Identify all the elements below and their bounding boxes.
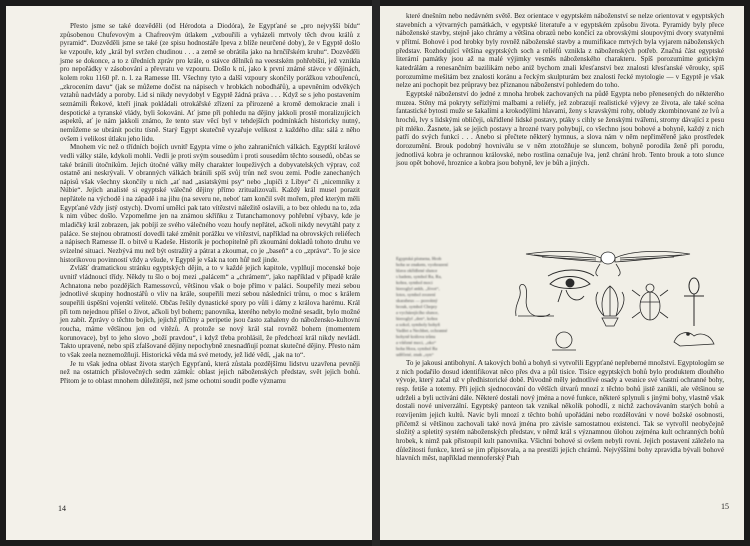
page-number: 15 bbox=[721, 502, 729, 511]
caption-line: lotos, symbol zrození bbox=[396, 292, 436, 297]
caption-line: boha se znakem, vyobrazení bbox=[396, 262, 449, 267]
caption-line: hieroglyf ankh, „život“, bbox=[396, 286, 440, 291]
left-page-text bbox=[60, 22, 360, 386]
egyptian-symbols-illustration bbox=[504, 246, 726, 356]
right-page-text-bottom bbox=[396, 359, 724, 463]
scarab-beetle-icon bbox=[632, 284, 668, 320]
cobra-icon bbox=[516, 284, 554, 316]
caption-line: kobra, symbol moci bbox=[396, 280, 433, 285]
left-page bbox=[6, 6, 372, 540]
caption-line: a vítězné moci, „oko“ bbox=[396, 340, 437, 345]
paragraph: Je tu však jedna oblast života starých Egypťanů, která zůstala pozdějšímu lidstvu uzavřena pevněji než na ostatních příslovečných sedm zámků: oblast jejich náboženských představ, svět jejich bohů. Přitom je to oblast mnohem důležitější, než jsme ochotni soudit podle významu bbox=[60, 359, 360, 385]
eye-of-horus-icon bbox=[548, 270, 594, 302]
caption-line: Egyptská písmena, Hrob bbox=[396, 256, 442, 261]
figure-caption bbox=[396, 256, 488, 357]
caption-line: hieroglyf „den“, kobra bbox=[396, 316, 438, 321]
book-gutter bbox=[372, 0, 380, 546]
caption-line: a sokol, symboly bohyň bbox=[396, 322, 440, 327]
caption-line: a vycházejícího slunce, bbox=[396, 310, 439, 315]
paragraph: To je jakousi antibohyní. A takových bohů a bohyň si vytvořili Egypťané nepřeberné množství. Egyptologům se z nich podařilo dosud identifikovat něco přes dva a půl tisíce. Tisíce egyptských bohů bylo produktem dlouhého vývoje, který začal už v předhistorické době. Původně měly jednotlivé osady a vesnice své vlastní ochranné bohy, resp. fetiše a totemy. Při jejich sjednocování do větších útvarů mnozí z těchto bohů jistě zanikli, ale většinou se udrželi a byli uctíváni dále. Některé dostali nový jména a nové funkce, některé splynuli s jinými bohy, vlastně však dostali nové univerzální. Egyptský panteon tak vznikal několik pohodlí, z nichž zachovávaním starých bohů a rozvíjením jejich kultů. Navíc byli mnozí z těchto bohů upořádáni nebo rozdělováni v nové božské osobnosti, přičemž si většinou zachovali také nová jména pro závisle samostatnou existenci. Tak se vytvořil neobyčejně složitý a spletitý systém náboženských představ, v němž král s významnou úlohou zejména kult ochranných bohů hrobek, k nimž pak přistoupil kult panovníka. Všichni bohové si ovšem nebyli rovni. Jejich postavení záleželo na důležitosti funkce, která se jim připisovala, a na prestiži jejích chrámů. Nejvýššími bohy zpravidla bývali bohové hlavních měst, například mennoferský Ptah bbox=[396, 359, 724, 463]
paragraph: Přesto jsme se také dozvěděli (od Hérodota a Diodóra), že Egypťané se „pro nejvyšší bídu“ způsobenou Chufevovým a Chafreovým útlakem „vzbouřili a vyházeli mrtvoly těch dvou králů z pyramid“. Dozvěděli jsme se také (ze spisu hodnostáře Ipeva z blíže neurčené doby), že v Egyptě došlo ke vzpouře, kdy „král byl svržen chudinou . . . a země se obrátila jako na hrnčířském kruhu“. Dozvěděli jsme se dokonce, a to z úředních zpráv pro krále, o stávce dělníků na veestském pohřebišti, jež vznikla pro nepořádky v zásobování a převratu ve vzpouru. Došlo k ní, jako k první známé stávce v dějinách, kolem roku 1160 př. n. l. za Ramesse III. Všechny tyto a další vzpoury skončily porážkou vzbouřenců, „zkrocením davu“ (jak se můžeme dočíst na nápisech v hrobkách nobodhářů), a upevněním odvěkých vztahů nadvlády a poroby. Lid si nikdy nevydobyl v Egyptě žádná práva . . . Když se s jeho postavením seznámili Řekové, kteří jinak pokládali otrokářské zřízení za přirozené a kromě demokracie znali i despotické a tyranské vlády, byli šokováni. Ať jsme při pohledu na dějiny jakkoli prostě moralizujících aspektů, ať je nám jakkoli známo, že tento stav věcí byl v tehdejších podmínkách historicky nutný, nemůžeme se ubránit pocitu tísně. Starý Egypt skutečně vyzařuje velikost z každého díla: sálá z něho ovšem i velikost útlaku jeho lidu. bbox=[60, 22, 360, 143]
right-page-text-top bbox=[396, 12, 724, 168]
sun-disk-icon bbox=[552, 332, 576, 350]
caption-line: bohyně králova trůnu bbox=[396, 334, 436, 339]
paragraph: které dnešním nebo nedávném světě. Bez orientace v egyptském náboženství se nelze orientovat v egyptských stavebních a výtvarných památkách, v egyptské literatuře a v egyptském způsobu života. Pyramidy byly přece náboženské stavby, stejně jako chrámy a většina obrazů nebo končící za obrovskými sloupovými dvory svatyněmi v přítmí. Bohové i pod hrobky byly rovněž náboženské stavby a mumifikace mrtvých byla vyjarem náboženských představ. Rozhodující většina egyptských soch a reliéfů vznikla z náboženských potřeb. Značná část egyptské literární památky jsou až na malé výjimky vesměs náboženského charakteru. Spíš porozumíme gotickým katedrálám a renesančním bazilikám nebo aniž bychom znali křesťanství bez znalosti křesťanské věrouky, spíš porozumíme mešitám bez znalosti koránu a řeckým skulpturám bez znalosti řecké mytologie — v Egyptě je však nelze ani pochopit bez průpravy bez přiznanou náboženství pohledem do toho. bbox=[396, 12, 724, 90]
caption-line: Vadžet a Nechbet, ochranné bbox=[396, 328, 448, 333]
paragraph: Mnohem víc než o třídních bojích uvnitř Egypta víme o jeho zahraničních válkách. Egyptští králové vedli války stále, kdykoli mohli. Vedli je proti svým sousedům i proti sousedům těchto sousedů, občas se také bránili útočníkům. Jejich útočné války měly charakter loupeživých a dobyvatelských výprav, což ostatně ani neskrývali. V obranných válkách bránili spíš svůj trůn než svou zemi. Podle zanechaných nápisů však všechny skončily u nich „ať nad „asiatskými psy“ nebo „lupiči z Libye“ či „nicemníky z Núbie“. Jejich analisté si egyptské válečné dějiny přímo zritualizovali. Každý král musel porazit nepřátele na východě i na západě i na jihu (na severu ne, neboť tam končil svět mořem, před kterým měli Egypťané vždy jistý ostych). Dvorní umělci pak tato vítězství náležitě oslavili, a to bez ohledu na to, zda k nim vůbec došlo. Vzpomeňme jen na známou skříňku z Tutanchamonovy pohřební výbavy, kde je mladičký král zobrazen, jak pobíjí ze svého válečného vozu houfy nepřátel, ačkoli nikdy nevytáhl paty z paláce. Se stejnou obratností dovedli také změnit porážku ve vítězství, například na obrovských reliéfech a nápisech Ramesse II. o bitvě u Kadeše. Historik je pochopitelně při zkoumání dokladů tohoto druhu ve svízelné situaci. Nezbývá mu než být ostražitý a pátrat a zkoumat, co je „baseň“ a co „zpráva“. To je sice historikovou povinností vždy a všude, v Egyptě je však na tom hůř než jinde. bbox=[60, 143, 360, 264]
ankh-icon bbox=[684, 278, 704, 326]
right-page bbox=[380, 6, 744, 540]
winged-sun-disk-icon bbox=[526, 251, 690, 276]
lotus-icon bbox=[596, 286, 624, 326]
page-number: 14 bbox=[58, 504, 66, 513]
caption-line: s hadem, symbol Ra, Ra, bbox=[396, 274, 442, 279]
caption-line: skarabeus — posvátný bbox=[396, 298, 438, 303]
caption-line: brouk, symbol Chepry bbox=[396, 304, 438, 309]
hieroglyph-figure bbox=[396, 246, 726, 356]
falcon-icon bbox=[674, 333, 714, 346]
paragraph: Egyptské náboženství do jedné z mnoha hrobek zachovaných na půdě Egypta nebo přenesených do některého muzea. Stěny má pokryty seřízlými malbami a reliéfy, jež zobrazují realistické výjevy ze života, ale také scéna fantastické bytosti muže se šakalími a krokodýlími hlavami, ženy s kravskými rohy, obludy zkombinované ze lvů a hrochů, lvy s lidskými obličeji, okřídlené lidské postavy, ptáky s cihly se ženskými tvářemi, stromy dávající z pesu pít mléko. Žasnete, jak se jejich postavy a hrozné tvary pohybují, co všechno jsou bohové a bohyně, každý z nich patří do svých funkcí . . . Anebo si přečtete některý hymnus, a slova nám v něm nepřiměřeně jako prostředek dorozumění. Brouk podobný hovniválu se v něm ztotožňuje se sluncem, bohyně porodila ženě při porodu, jednotlivá kobra je ochrannou královské, nebo rostlina označuje lva, jenž chrání hrob. Tento brouk a toto slunce jsou opět bohové, hroznice a kobra jsou bohyně, lev je bůh a jiných. bbox=[396, 89, 724, 168]
caption-line: boha Hora, symbol Ra bbox=[396, 346, 438, 351]
caption-line: hlava okřídlené slunce bbox=[396, 268, 438, 273]
paragraph: Zvlášť dramatickou stránku egyptských dějin, a to v každé jejich kapitole, vyplňují mocenské boje uvnitř vládnoucí třídy. Někdy tu šlo o boj mezi „palácem“ a „chrámem“, jako například v případě krále Achnatona nebo pozdějších Ramessovců, většinou však o boje přímo v paláci. Soupeřily mezi sebou jednotlivé skupiny hodnostářů o vliv na krále, soupeřili mezi sebou následníci trůnu, o moc s králem soupeřili úspěšní vojenští velitelé. Občas řešily dynastické spory po vůli i dámy z králova harému. Král při tom nejednou přišel o život, ačkoli byl bohem; panovníka, kterého nebylo možné sesadit, bylo možné jen zabít. Zprávy o těchto bojích, jejichž příčiny a peripetie jsou často zahaleny do nábožensko-kultovní roucha, máme většinou jen od vítězů. A protože se nový král stal rovněž bohem (momentem korunovace), byl to jeho slovo „boží pravdou“, i když třeba prohlásil, že předchozí král nikdy nevládl. Takto upravené, nebo spíš zfalšované dějiny nepochybně znesnadňují poznat skutečné dějiny. Přesto nám to však zeela neznemožňují. Historická věda má své metody, jež lidé vědí, „jak na to“. bbox=[60, 264, 360, 359]
caption-line: uděčené, znak „syn“ bbox=[396, 352, 434, 357]
